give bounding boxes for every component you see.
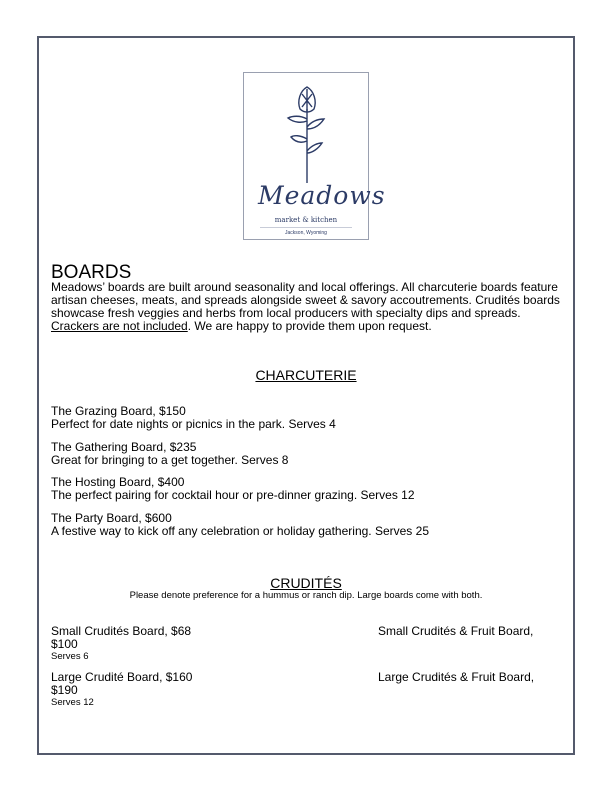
intro-line: artisan cheeses, meats, and spreads alongside sweet & savory accoutrements. Crudités boards bbox=[51, 293, 560, 307]
item-name: The Party Board, $600 bbox=[51, 511, 172, 525]
charcuterie-item bbox=[51, 476, 415, 502]
item-name: The Grazing Board, $150 bbox=[51, 404, 186, 418]
item-price-wrap: $190 bbox=[51, 683, 78, 697]
item-price-wrap: $100 bbox=[51, 637, 78, 651]
flower-icon bbox=[282, 79, 332, 184]
intro-paragraph bbox=[51, 281, 560, 333]
crudites-fruit-item: Large Crudités & Fruit Board, bbox=[378, 670, 535, 684]
item-name: The Gathering Board, $235 bbox=[51, 440, 197, 454]
item-name: Small Crudités Board, $68 bbox=[51, 624, 192, 638]
charcuterie-heading bbox=[0, 367, 612, 383]
item-serves: Serves 12 bbox=[51, 697, 94, 708]
item-desc: A festive way to kick off any celebration or holiday gathering. Serves 25 bbox=[51, 524, 429, 538]
crackers-note: Crackers are not included bbox=[51, 319, 188, 333]
charcuterie-item bbox=[51, 441, 288, 467]
item-name: The Hosting Board, $400 bbox=[51, 475, 185, 489]
item-name: Large Crudité Board, $160 bbox=[51, 670, 193, 684]
intro-line: showcase fresh veggies and herbs from local producers with specialty dips and spreads. bbox=[51, 306, 521, 320]
item-desc: The perfect pairing for cocktail hour or pre-dinner grazing. Serves 12 bbox=[51, 488, 415, 502]
intro-after: . We are happy to provide them upon request. bbox=[187, 319, 432, 333]
crudites-note: Please denote preference for a hummus or ranch dip. Large boards come with both. bbox=[129, 590, 483, 601]
logo-name: Meadows bbox=[258, 181, 386, 210]
charcuterie-item bbox=[51, 405, 336, 431]
page-title: BOARDS bbox=[51, 262, 132, 283]
logo-location: Jackson, Wyoming bbox=[285, 230, 327, 236]
crudites-fruit-item: Small Crudités & Fruit Board, bbox=[378, 624, 534, 638]
item-desc: Perfect for date nights or picnics in the park. Serves 4 bbox=[51, 417, 336, 431]
logo-divider bbox=[260, 227, 352, 228]
crudites-item bbox=[51, 671, 192, 708]
heading-text: CRUDITÉS bbox=[270, 575, 342, 591]
crudites-heading bbox=[0, 575, 612, 591]
item-desc: Great for bringing to a get together. Serves 8 bbox=[51, 453, 289, 467]
item-serves: Serves 6 bbox=[51, 651, 89, 662]
intro-line bbox=[51, 320, 560, 333]
meadows-logo bbox=[243, 72, 386, 240]
intro-line: Meadows’ boards are built around seasonality and local offerings. All charcuterie boards feature bbox=[51, 280, 558, 294]
heading-text: CHARCUTERIE bbox=[255, 367, 357, 383]
crudites-item bbox=[51, 625, 191, 662]
logo-subtitle: market & kitchen bbox=[274, 216, 338, 224]
charcuterie-item bbox=[51, 512, 429, 538]
